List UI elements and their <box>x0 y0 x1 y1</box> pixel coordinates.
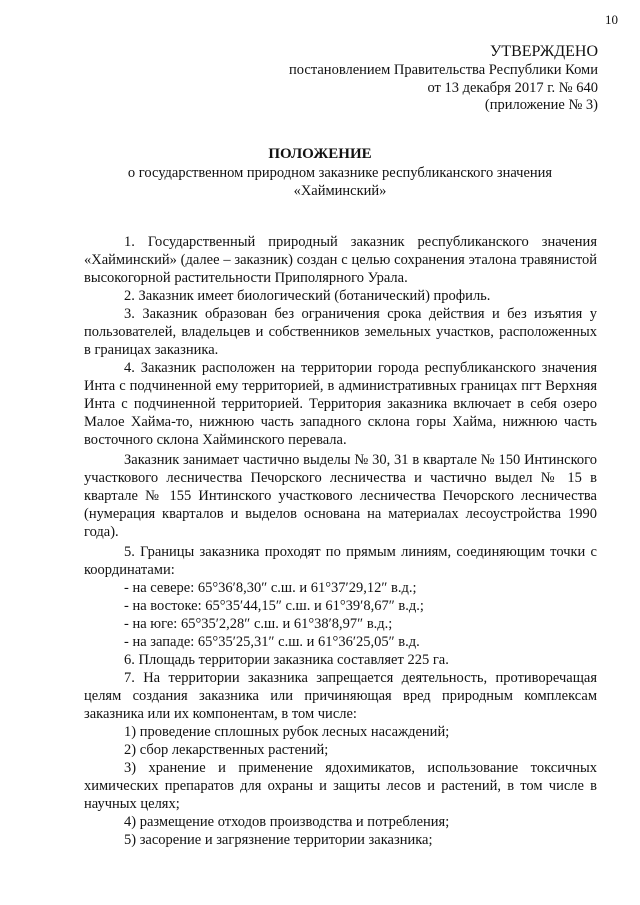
list-item: 4) размещение отходов производства и потребления; <box>124 814 450 830</box>
list-item: 5) засорение и загрязнение территории заказника; <box>124 832 433 848</box>
document-subtitle <box>0 164 640 200</box>
document-title: ПОЛОЖЕНИЕ <box>268 146 372 162</box>
document-body <box>84 233 597 849</box>
paragraph: 1. Государственный природный заказник республиканского значения «Хайминский» (далее – заказник) создан с целью сохранения эталона травянистой высокогорной растительности Приполярного Урала. <box>84 234 597 286</box>
paragraph: 3. Заказник образован без ограничения срока действия и без изъятия у пользователей, владельцев и собственников земельных участков, расположенных в границах заказника. <box>84 306 597 358</box>
list-item: 3) хранение и применение ядохимикатов, использование токсичных химических препаратов для охраны и защиты лесов и растений, в том числе в научных целях; <box>84 760 597 812</box>
coordinate-item: - на востоке: 65°35′44,15″ с.ш. и 61°39′8,67″ в.д.; <box>124 598 424 614</box>
subtitle-line: о государственном природном заказнике республиканского значения <box>127 165 553 181</box>
approval-block <box>0 42 598 115</box>
approval-line: от 13 декабря 2017 г. № 640 <box>427 79 598 96</box>
paragraph: 5. Границы заказника проходят по прямым линиям, соединяющим точки с координатами: <box>84 544 597 578</box>
paragraph: 4. Заказник расположен на территории города республиканского значения Инта с подчиненной ему территорией, в административных границах пгт Верхняя Инта с подчиненной территорией. Территория заказника включает в себя озеро Малое Хайма-то, нижнюю часть западного склона горы Хайма, нижнюю часть восточного склона Хайминского перевала. <box>84 360 597 448</box>
paragraph: 7. На территории заказника запрещается деятельность, противоречащая целям создания заказника или причиняющая вред природным комплексам заказника или их компонентам, в том числе: <box>84 670 597 722</box>
paragraph: 6. Площадь территории заказника составляет 225 га. <box>124 652 449 668</box>
subtitle-line: «Хайминский» <box>293 183 387 199</box>
approval-line: постановлением Правительства Республики Коми <box>289 62 598 78</box>
approval-heading: УТВЕРЖДЕНО <box>489 43 598 60</box>
coordinate-item: - на юге: 65°35′2,28″ с.ш. и 61°38′8,97″ в.д.; <box>124 616 393 632</box>
coordinate-item: - на севере: 65°36′8,30″ с.ш. и 61°37′29,12″ в.д.; <box>124 580 417 596</box>
paragraph: 2. Заказник имеет биологический (ботанический) профиль. <box>124 288 491 304</box>
page-number: 10 <box>605 12 618 27</box>
approval-line: (приложение № 3) <box>484 97 598 113</box>
list-item: 1) проведение сплошных рубок лесных насаждений; <box>124 724 450 740</box>
list-item: 2) сбор лекарственных растений; <box>124 742 329 758</box>
coordinate-item: - на западе: 65°35′25,31″ с.ш. и 61°36′25,05″ в.д. <box>124 634 420 650</box>
paragraph: Заказник занимает частично выделы № 30, 31 в квартале № 150 Интинского участкового лесничества Печорского лесничества и частично выдел № 15 в квартале № 155 Интинского участкового лесничества Печорского лесничества (нумерация кварталов и выделов основана на материалах лесоустройства 1990 года). <box>84 452 597 540</box>
